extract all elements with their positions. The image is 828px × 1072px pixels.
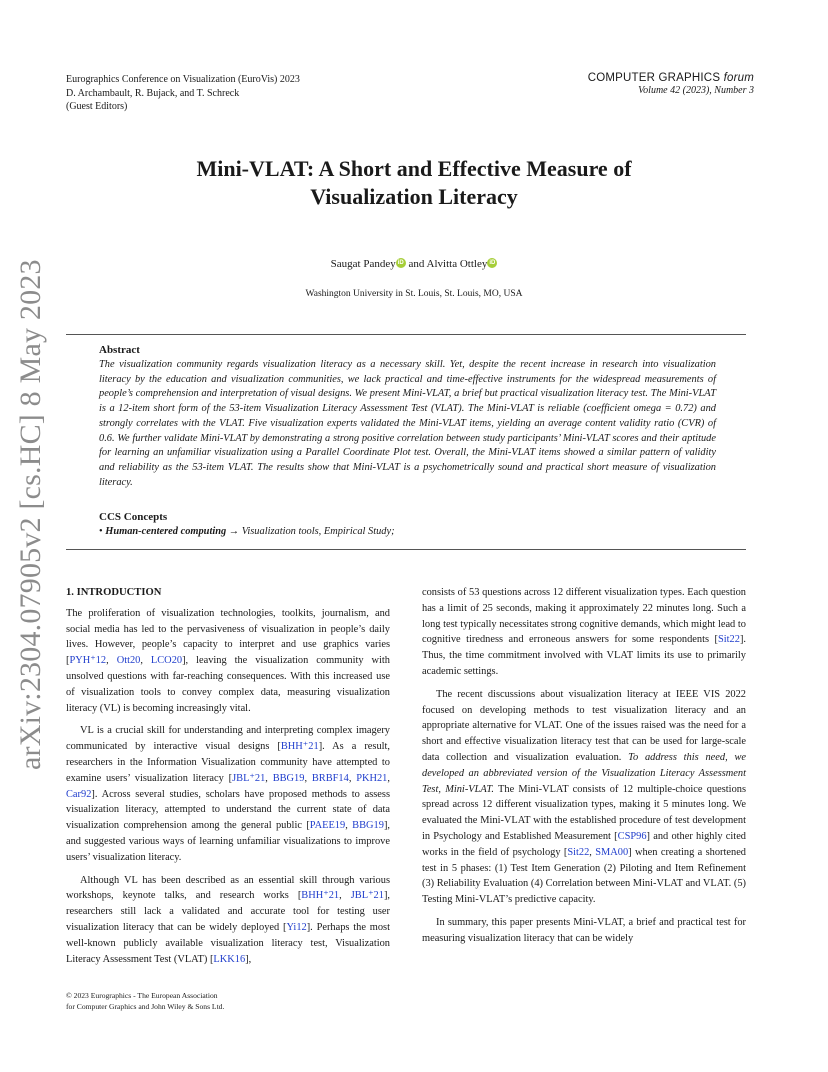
ccs-concepts: • Human-centered computing → Visualization tools, Empirical Study;: [99, 526, 395, 537]
ccs-heading: CCS Concepts: [99, 511, 168, 523]
section-heading: 1. INTRODUCTION: [66, 587, 162, 598]
conference-info: [66, 73, 300, 114]
citation-link[interactable]: CSP96: [617, 830, 647, 842]
paragraph: In summary, this paper presents Mini-VLAT, a brief and practical test for measuring visualization literacy that can be widely: [422, 916, 746, 944]
orcid-icon[interactable]: iD: [489, 260, 496, 266]
citation-link[interactable]: Sit22: [717, 634, 740, 646]
citation-link[interactable]: PKH21: [356, 772, 388, 784]
citation-link[interactable]: PAEE19: [309, 820, 346, 832]
citation-link[interactable]: BBG19: [272, 772, 305, 784]
guest-editors-label: (Guest Editors): [66, 101, 128, 112]
citation-link[interactable]: Sit22: [567, 846, 590, 858]
guest-editors: D. Archambault, R. Bujack, and T. Schreck: [66, 87, 240, 99]
copyright-notice: © 2023 Eurographics - The European Association for Computer Graphics and John Wiley & Sons Ltd.: [66, 991, 225, 1011]
citation-link[interactable]: LCO20: [150, 655, 183, 667]
journal-info: [588, 72, 754, 96]
citation-link[interactable]: Ott20: [116, 655, 141, 667]
ccs-concept: Human-centered computing: [105, 526, 227, 537]
citation-link[interactable]: LKK16: [213, 953, 246, 965]
citation-link[interactable]: PYH⁺12: [69, 655, 107, 667]
abstract-heading: Abstract: [99, 344, 140, 356]
abstract-text: The visualization community regards visualization literacy as a necessary skill. Yet, despite the recent increase in research into visualization literacy by the education and visualization communities, we lack practical and time-effective instruments for the widespread measurements of people’s comprehension and interpretation of visual designs. We present Mini-VLAT, a brief but practical visualization literacy test. The Mini-VLAT is a 12-item short form of the 53-item Visualization Literacy Assessment Test (VLAT). The Mini-VLAT is reliable (coefficient omega = 0.72) and strongly correlates with the VLAT. Five visualization experts validated the Mini-VLAT items, yielding an average content validity ratio (CVR) of 0.6. We further validate Mini-VLAT by demonstrating a strong positive correlation between study participants’ Mini-VLAT scores and their aptitude for learning an unfamiliar visualization using a Parallel Coordinate Plot test. Overall, the Mini-VLAT items showed a similar pattern of validity and reliability as the 53-item VLAT. The results show that Mini-VLAT is a psychometrically sound and practical short measure of visualization literacy.: [99, 359, 716, 488]
citation-link[interactable]: JBL⁺21: [350, 890, 384, 902]
orcid-icon[interactable]: iD: [397, 260, 404, 266]
author-name: and Alvitta Ottley: [405, 258, 488, 270]
citation-link[interactable]: JBL⁺21: [232, 772, 266, 784]
paragraph: The recent discussions about visualization literacy at IEEE VIS 2022 focused on developing methods to test visualization literacy and an appropriate alternative for VLAT. One of the issues raised was the need for a short and effective visualization literacy test that can be used for large-scale data collection and visualization evaluation. To address this need, we developed an abbreviated version of the Visualization Literacy Assessment Test, Mini-VLAT. The Mini-VLAT consists of 12 multiple-choice questions spread across 12 different visualization types, making it 5 minutes long. We evaluated the Mini-VLAT with the established procedure of test development in Psychology and Established Measurement [CSP96] and other highly cited works in the field of psychology [Sit22, SMA00] when creating a shortened test in 5 phases: (1) Test Item Generation (2) Piloting and Item Refinement (3) Reliability Evaluation (4) Correlation between Mini-VLAT and VLAT. (5) Testing Mini-VLAT’s predictive capacity.: [422, 688, 747, 906]
citation-link[interactable]: BBG19: [352, 820, 384, 832]
citation-link[interactable]: BHH⁺21: [280, 741, 319, 753]
citation-link[interactable]: BHH⁺21: [301, 890, 340, 902]
right-column: [422, 585, 746, 954]
affiliation: Washington University in St. Louis, St. Louis, MO, USA: [305, 289, 523, 299]
citation-link[interactable]: BRBF14: [311, 772, 349, 784]
paragraph: Although VL has been described as an essential skill through various workshops, keynote talks, and research works [BHH⁺21, JBL⁺21], researchers still lack a validated and accurate tool for testing user visualization literacy that can be widely deployed [Yi12]. Perhaps the most well-known publicly available visualization literacy test, Visualization Literacy Assessment Test (VLAT) [LKK16],: [66, 874, 391, 965]
citation-link[interactable]: Yi12: [286, 921, 307, 933]
paper-title: Mini-VLAT: A Short and Effective Measure of Visualization Literacy: [196, 156, 632, 209]
arxiv-identifier: arXiv:2304.07905v2 [cs.HC] 8 May 2023: [14, 259, 47, 770]
divider: [66, 549, 746, 550]
ccs-subconcepts: Visualization tools, Empirical Study;: [241, 526, 395, 537]
citation-link[interactable]: SMA00: [595, 846, 629, 858]
conference-name: Eurographics Conference on Visualization (EuroVis) 2023: [66, 74, 300, 85]
paragraph: The proliferation of visualization technologies, toolkits, journalism, and social media has led to the pervasiveness of visualization in people’s daily lives. However, people’s capacity to interpret and use graphics varies [PYH⁺12, Ott20, LCO20], leaving the visualization community with unsolved questions with far-reaching consequences. With this increased use of visualization tools to convey complex data, measuring visualization literacy (VL) is becoming increasingly vital.: [66, 607, 391, 714]
citation-link[interactable]: Car92: [66, 788, 92, 800]
journal-volume: Volume 42 (2023), Number 3: [638, 85, 754, 96]
paragraph: consists of 53 questions across 12 different visualization types. Each question has a limit of 25 seconds, making it approximately 22 minutes long. Such a long test typically necessitates strong cognitive demands, which might lead to cognitive tiredness and erroneous answers for some respondents [Sit22]. Thus, the time commitment involved with VLAT limits its use to primarily academic settings.: [422, 587, 746, 677]
journal-name: COMPUTER GRAPHICS forum: [587, 72, 754, 84]
author-name: Saugat Pandey: [330, 258, 396, 270]
divider: [66, 334, 746, 335]
left-column: [66, 585, 390, 974]
paragraph: VL is a crucial skill for understanding and interpreting complex imagery communicated by interactive visual designs [BHH⁺21]. As a result, researchers in the Information Visualization community have attempted to examine users’ visualization literacy [JBL⁺21, BBG19, BRBF14, PKH21, Car92]. Across several studies, scholars have proposed methods to assess visualization literacy, attempted to understand the current state of data visualization comprehension among the general public [PAEE19, BBG19], and suggested various ways of learning unfamiliar visualizations to improve users’ visualization literacy.: [66, 725, 391, 863]
author-list: [0, 258, 828, 270]
